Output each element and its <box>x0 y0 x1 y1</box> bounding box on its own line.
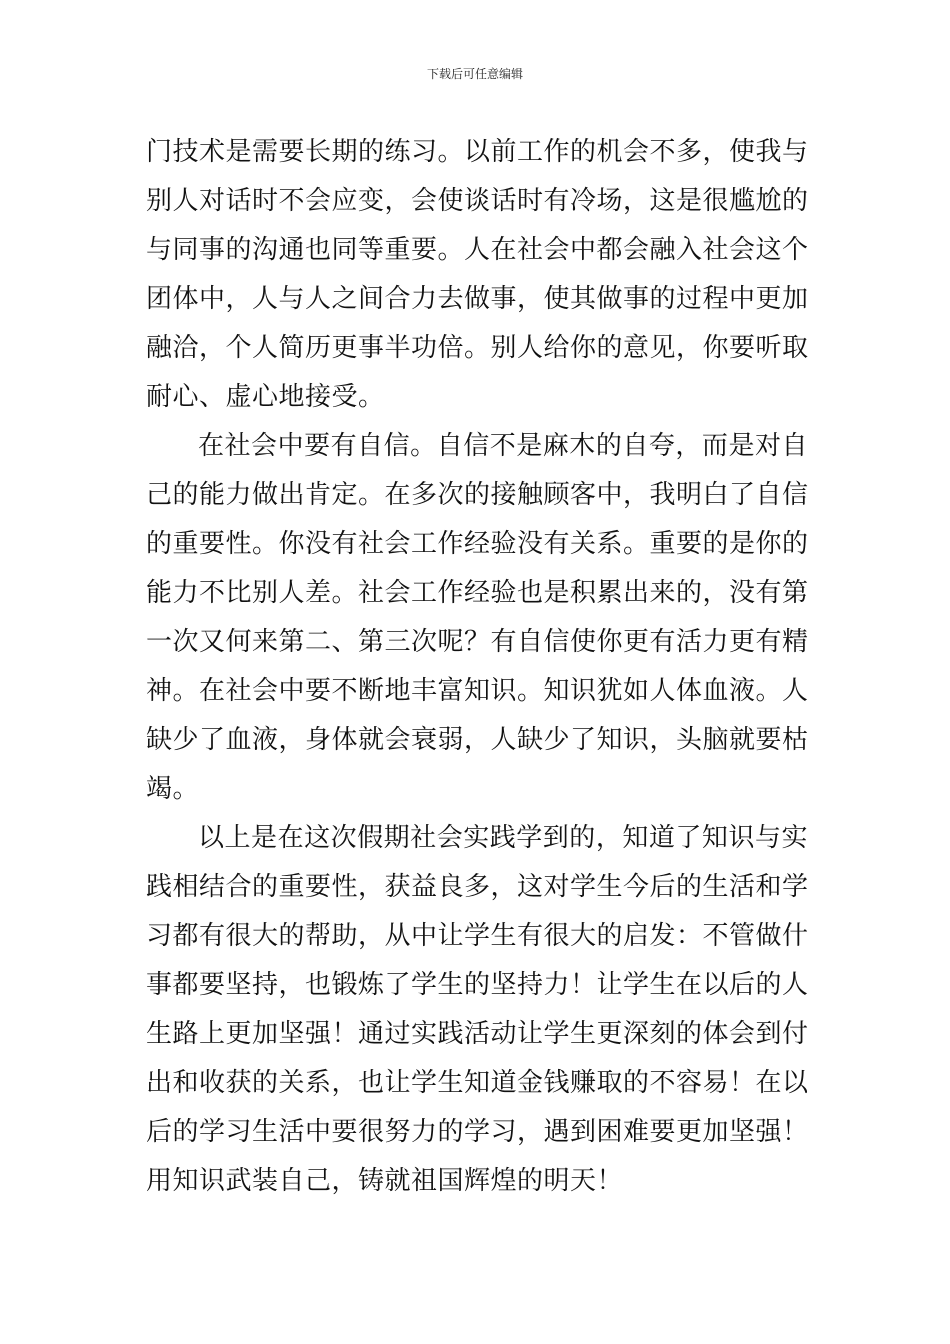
text-line: 生路上更加坚强！通过实践活动让学生更深刻的体会到付 <box>146 1019 809 1049</box>
text-line: 耐心、虚心地接受。 <box>146 382 385 412</box>
text-line: 一次又何来第二、第三次呢？有自信使你更有活力更有精 <box>146 627 809 657</box>
document-body <box>146 128 808 1206</box>
text-line: 事都要坚持，也锻炼了学生的坚持力！让学生在以后的人 <box>146 970 809 1000</box>
text-line: 神。在社会中要不断地丰富知识。知识犹如人体血液。人 <box>146 676 809 706</box>
text-line: 用知识武装自己，铸就祖国辉煌的明天！ <box>146 1166 624 1196</box>
text-line: 后的学习生活中要很努力的学习，遇到困难要更加坚强！ <box>146 1117 809 1147</box>
text-line: 缺少了血液，身体就会衰弱，人缺少了知识，头脑就要枯 <box>146 725 809 755</box>
text-line: 团体中，人与人之间合力去做事，使其做事的过程中更加 <box>146 284 809 314</box>
paragraph <box>146 814 808 1206</box>
text-line: 能力不比别人差。社会工作经验也是积累出来的，没有第 <box>146 578 809 608</box>
text-line: 习都有很大的帮助，从中让学生有很大的启发：不管做什 <box>146 921 809 951</box>
text-line: 门技术是需要长期的练习。以前工作的机会不多，使我与 <box>146 137 809 167</box>
paragraph <box>146 128 808 422</box>
text-line: 与同事的沟通也同等重要。人在社会中都会融入社会这个 <box>146 235 809 265</box>
text-line: 出和收获的关系，也让学生知道金钱赚取的不容易！在以 <box>146 1068 809 1098</box>
text-line: 践相结合的重要性，获益良多，这对学生今后的生活和学 <box>146 872 809 902</box>
paragraph <box>146 422 808 814</box>
text-line: 的重要性。你没有社会工作经验没有关系。重要的是你的 <box>146 529 809 559</box>
text-line: 别人对话时不会应变，会使谈话时有冷场，这是很尴尬的 <box>146 186 809 216</box>
text-line: 在社会中要有自信。自信不是麻木的自夸，而是对自 <box>198 431 808 461</box>
text-line: 以上是在这次假期社会实践学到的，知道了知识与实 <box>198 823 808 853</box>
text-line: 竭。 <box>146 774 200 804</box>
page-header: 下载后可任意编辑 <box>426 67 523 81</box>
text-line: 融洽，个人简历更事半功倍。别人给你的意见，你要听取 <box>146 333 809 363</box>
text-line: 己的能力做出肯定。在多次的接触顾客中，我明白了自信 <box>146 480 809 510</box>
